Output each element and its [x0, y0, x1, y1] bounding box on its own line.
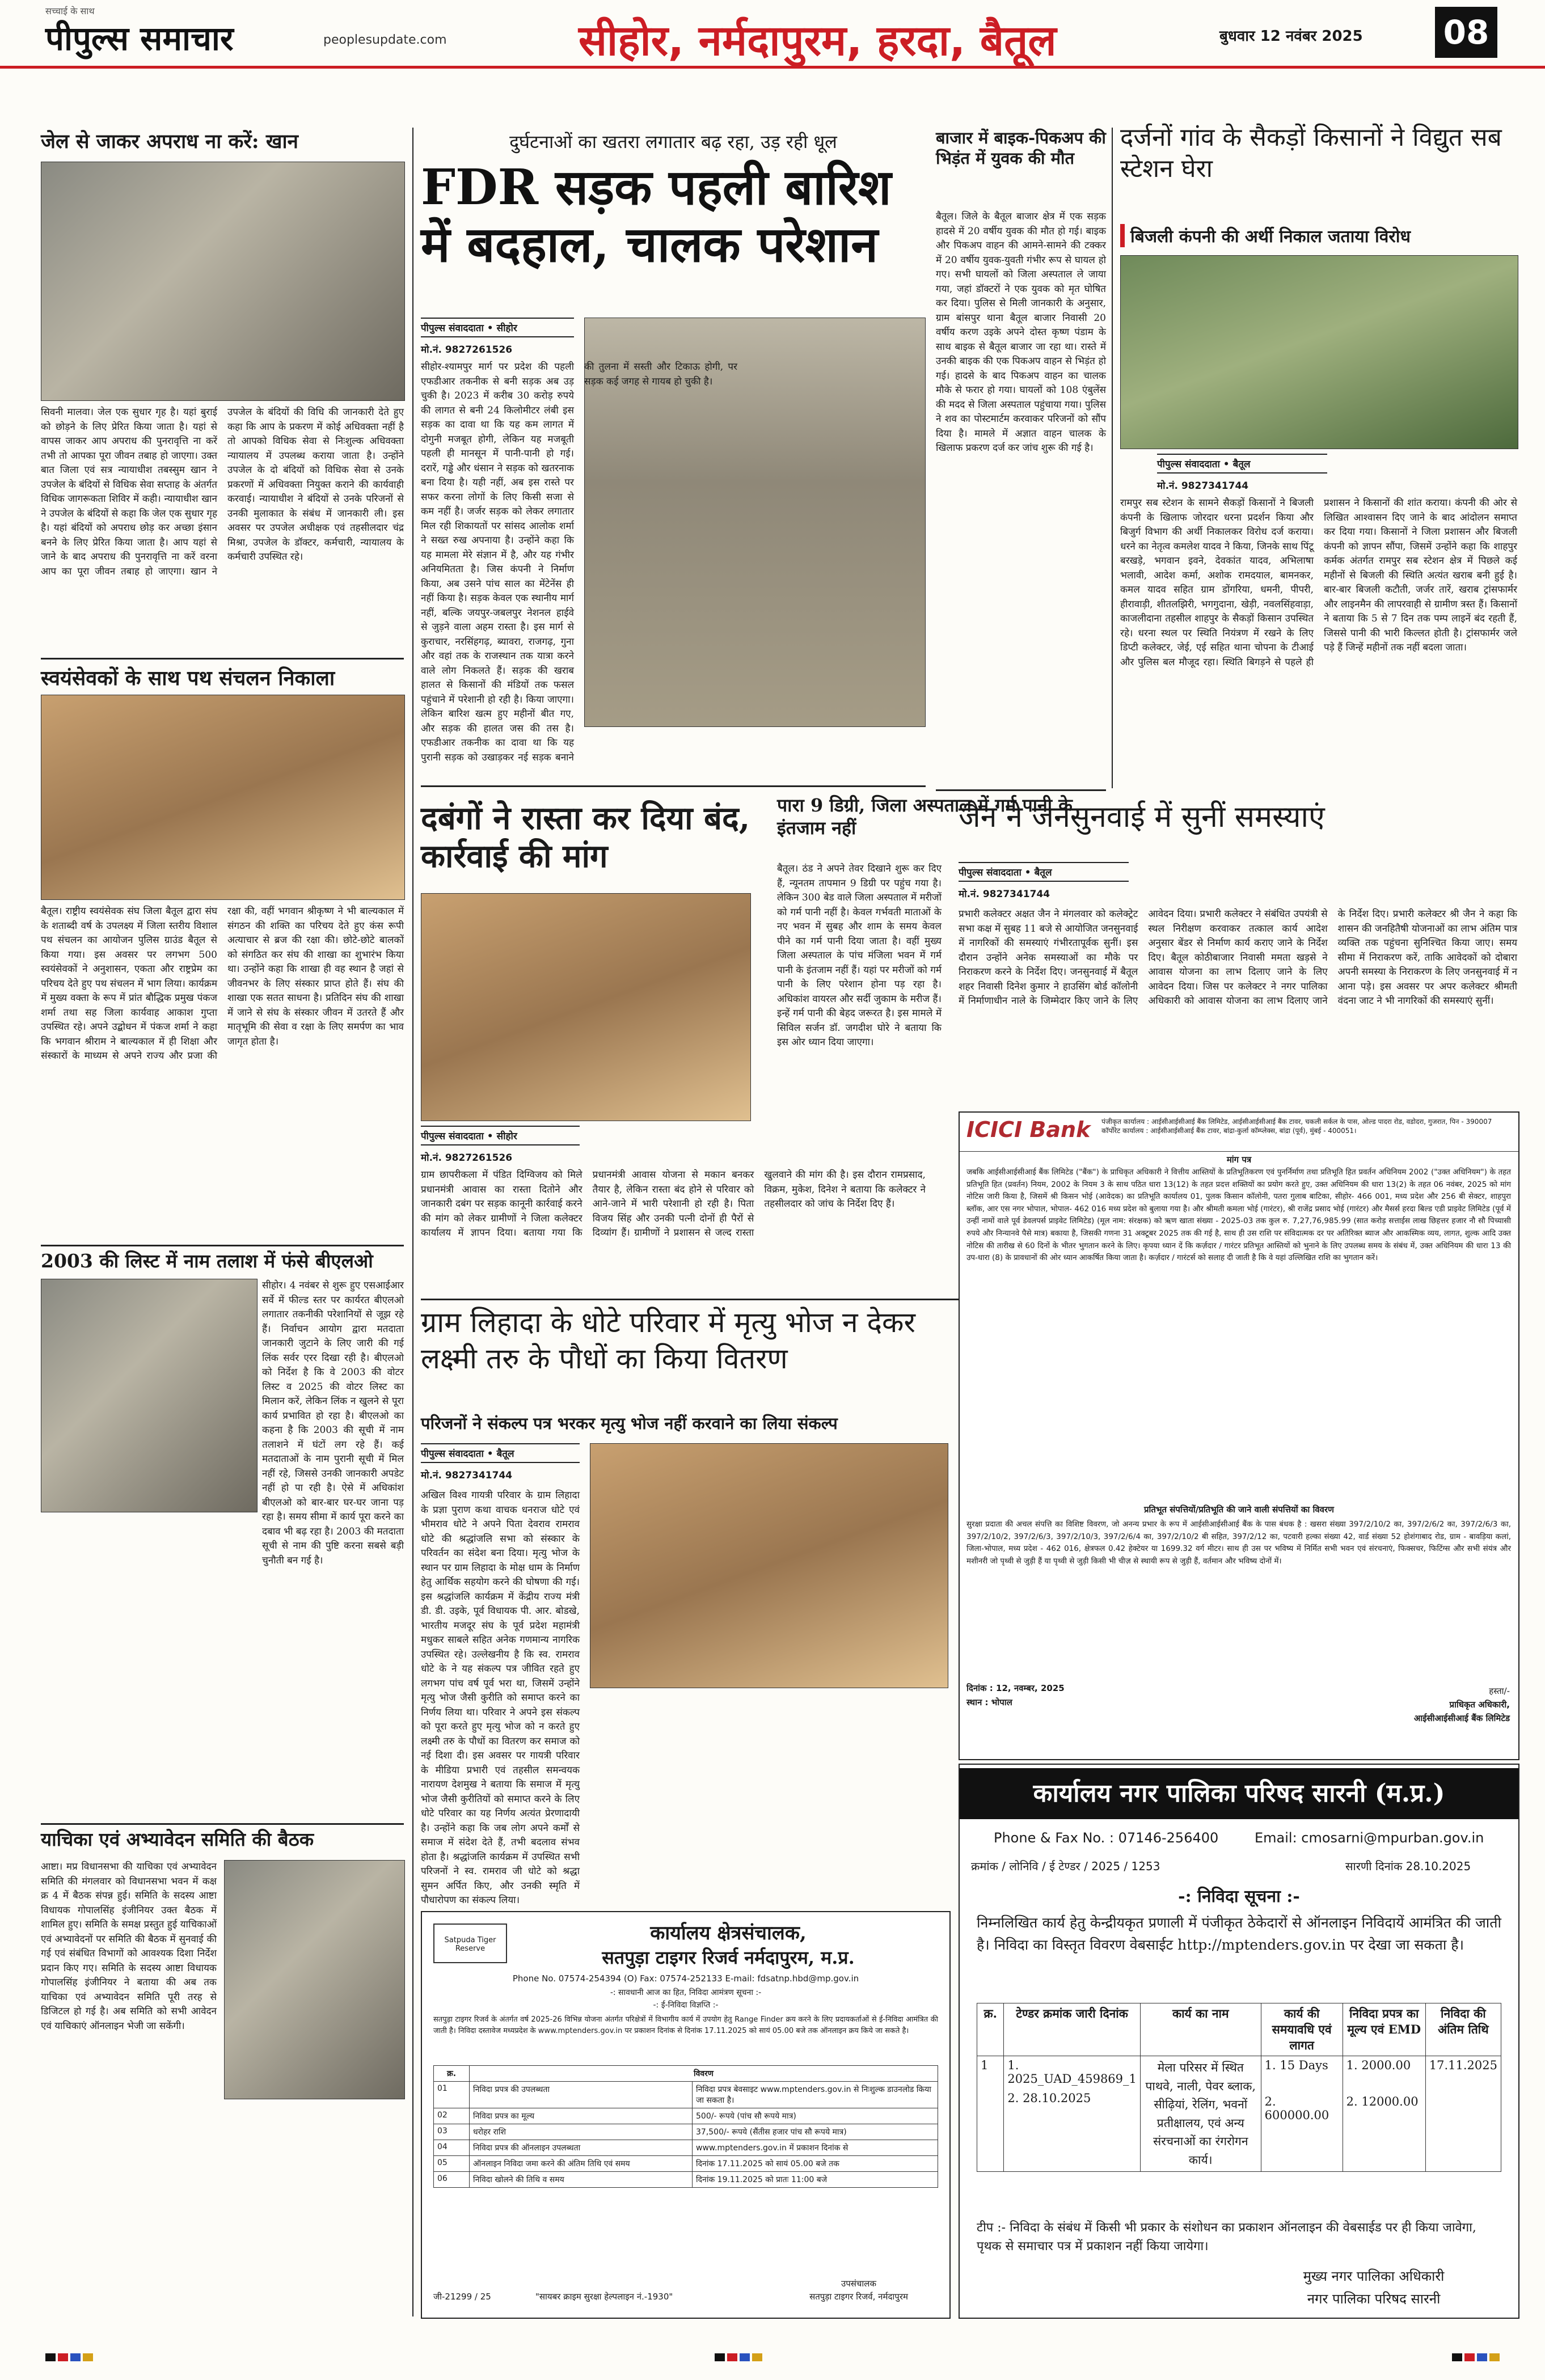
edition-title: सीहोर, नर्मदापुरम, हरदा, बैतूल: [579, 16, 1057, 65]
farmers-byline: पीपुल्स संवाददाता • बैतूल: [1157, 454, 1327, 474]
tender-fee: 1. 2000.00: [1346, 2058, 1411, 2072]
table-cell: 02: [434, 2108, 470, 2124]
table-cell: निविदा प्रपत्र की उपलब्धता: [470, 2082, 693, 2108]
lihada-subhead: परिजनों ने संकल्प पत्र भरकर मृत्यु भोज नहीं करवाने का लिया संकल्प: [421, 1414, 838, 1433]
tender-id: 1. 2025_UAD_459869_1: [1007, 2058, 1137, 2086]
tender-emd: 2. 12000.00: [1346, 2095, 1419, 2108]
bla-photo: [41, 1279, 258, 1512]
satpura-table: [433, 2065, 938, 2188]
table-row: [434, 2140, 938, 2156]
table-cell: 05: [434, 2156, 470, 2172]
satpura-footer-right-title: उपसंचालक: [841, 2278, 876, 2289]
divider: [41, 1823, 404, 1825]
bla-text: सीहोर। 4 नवंबर से शुरू हुए एसआईआर सर्वे में फील्ड स्तर पर कार्यरत बीएलओ लगातार तकनीकी परेशानियों से जूझ रहे हैं। निर्वाचन आयोग द्वारा मतदाता जानकारी जुटाने के लिए जारी की गई लिंक सर्वर एरर दिखा रही है। बीएलओ को निर्देश है कि वे 2003 की वोटर लिस्ट व 2025 की वोटर लिस्ट का मिलान करें, लेकिन लिंक न खुलने से पूरा कार्य प्रभावित हो रहा है। बीएलओ का कहना है कि 2003 की सूची में नाम तलाशने में घंटों लग रहे हैं। कई मतदाताओं के नाम पुरानी सूची में मिल नहीं रहे, जिससे उनकी जानकारी अपडेट नहीं हो पा रही है। ऐसे में अधिकांश बीएलओ को बार-बार घर-घर जाना पड़ रहा है। समय सीमा में कार्य पूरा करने का दबाव भी बढ़ रहा है। 2003 की मतदाता सूची से नाम की पुष्टि करना सबसे बड़ी चुनौती बन गई है।: [262, 1280, 404, 1566]
committee-headline: याचिका एवं अभ्यावेदन समिति की बैठक: [41, 1828, 314, 1850]
table-head-cell: विवरण: [470, 2066, 938, 2082]
sarni-intro: निम्नलिखित कार्य हेतु केन्द्रीयकृत प्रणाली में पंजीकृत ठेकेदारों से ऑनलाइन निविदायें आमंत्रित की जाती है। निविदा का विस्तृत विवरण वेबसाईट http://mptenders.gov.in पर देखा जा सकता है।: [977, 1914, 1501, 1953]
table-row: [977, 2056, 1501, 2172]
icici-address: पंजीकृत कार्यालय : आईसीआईसीआई बैंक लिमिटेड, आईसीआईसीआई बैंक टावर, चकली सर्कल के पास, ओल्ड पादरा रोड, वडोदरा, गुजरात, पिन - 390007 कॉर्पोरेट कार्यालय : आईसीआईसीआई बैंक टावर, बांद्रा-कुर्ला कॉम्प्लेक्स, बांद्रा (पूर्व), मुंबई - 400051।: [1101, 1118, 1492, 1135]
lihada-byline: पीपुल्स संवाददाता • बैतूल: [421, 1443, 580, 1463]
table-cell: निविदा प्रपत्र की ऑनलाइन उपलब्धता: [470, 2140, 693, 2156]
table-cell: [1261, 2056, 1343, 2172]
table-cell: निविदा प्रपत्र बेवसाइट www.mptenders.gov.in से निःशुल्क डाउनलोड किया जा सकता है।: [693, 2082, 938, 2108]
hospital-text: बैतूल। ठंड ने अपने तेवर दिखाने शुरू कर दिए हैं, न्यूनतम तापमान 9 डिग्री पर पहुंच गया है। लेकिन 300 बेड वाले जिला अस्पताल में मरीजों को गर्म पानी नहीं है। केवल गर्भवती माताओं के नए भवन में सुबह और शाम के समय केवल पीने का गर्म पानी दिया जाता है। वहीं मुख्य जिला अस्पताल के पांच मंजिला भवन में गर्म पानी के इंतजाम नहीं हैं। यहां पर मरीजों को गर्म पानी के लिए परेशान होना पड़ रहा है। अधिकांश वायरल और सर्दी जुकाम के मरीज हैं। इन्हें गर्म पानी की बेहद जरूरत है। इस मामले में सिविल सर्जन डॉ. जगदीश घोरे ने बताया कि इस ओर ध्यान दिया जाएगा।: [777, 863, 942, 1048]
table-cell: www.mptenders.gov.in में प्रकाशन दिनांक से: [693, 2140, 938, 2156]
jail-text: सिवनी मालवा। जेल एक सुधार गृह है। यहां बुराई को छोड़ने के लिए प्रेरित किया जाता है। यहां से वापस जाकर आप अपराध की पुनरावृत्ति ना करें तभी तो आपका पूरा जीवन तबाह हो जाएगा। उक्त बात जिला एवं सत्र न्यायाधीश तबस्सुम खान ने उपजेल के बंदियों से विधिक सेवा सप्ताह के अंतर्गत विधिक जागरूकता शिविर में कही। न्यायाधीश खान ने उपजेल के बंदियों से कहा कि जेल एक सुधार गृह है। यहां बंदियों को अपराध छोड़ कर अच्छा इंसान बनने के लिए प्रेरित किया जाता है। आप यहां से जाने के बाद अपराध की पुनरावृत्ति ना करें वरना आप का पूरा जीवन तबाह हो जाएगा। खान ने उपजेल के बंदियों की विधि की जानकारी देते हुए कहा कि आप के प्रकरण में कोई अधिवक्ता नहीं है तो आपको विधिक सेवा से निःशुल्क अधिवक्ता न्यायालय में उपलब्ध कराया जाता है। उन्होंने उपजेल के दो बंदियों को विधिक सेवा से उनके प्रकरणों में अधिवक्ता नियुक्त कराने की कार्यवाही करवाई। न्यायाधीश ने बंदियों से उनके परिजनों से उनकी मुलाकात के संबंध में जानकारी ली। इस अवसर पर उपजेल अधीक्षक एवं तहसीलदार चंद्र मिश्रा, उपजेल के डॉक्टर, कर्मचारी, न्यायालय के कर्मचारी उपस्थित रहे।: [41, 407, 404, 577]
rss-headline: स्वयंसेवकों के साथ पथ संचलन निकाला: [41, 666, 335, 690]
icici-date: दिनांक : 12, नवम्बर, 2025: [966, 1683, 1065, 1693]
satpura-footer-mid: "सायबर क्राइम सुरक्षा हेल्पलाइन नं.-1930": [535, 2292, 673, 2302]
icici-notice-text: जबकि आईसीआईसीआई बैंक लिमिटेड ("बैंक") के प्राधिकृत अधिकारी ने वित्तीय आस्तियों के प्रतिभूतिकरण एवं पुनर्निर्माण तथा प्रतिभूति हित प्रवर्तन अधिनियम 2002 ("उक्त अधिनियम") के तहत प्रतिभूति हित (प्रवर्तन) नियम, 2002 के नियम 3 के साथ पठित धारा 13(12) के तहत प्रदत्त शक्तियों का प्रयोग करते हुए, उक्त अधिनियम की धारा 13(2) के तहत 06 नवंबर, 2025 को मांग नोटिस जारी किया है, जिसमें श्री किसन भोई (आवेदक) का प्रतिभूति कार्यालय 01, पुलक किसान कॉलोनी, पतरा गुलाब बाटिका, सीहोर- 466 001, मध्य प्रदेश और 256 बी सेक्टर, शाहपुरा ब्लॉक, आर एस नगर भोपाल, भोपाल- 462 016 मध्य प्रदेश को बुलाया गया है। और श्रीमती कमला भोई (गारंटर), श्री राजेंद्र प्रसाद भोई (गारंटर) और मैसर्स हरदा बिल्ड एडी प्राइवेट लिमिटेड (पूर्व में उन्हीं नामों वाले पूर्व डेवलपर्स प्राइवेट लिमिटेड) (मूल नाम: संरक्षक) को ऋण खाता संख्या - 2025-03 तक कुल रु. 7,27,76,985.99 (सात करोड़ सत्ताईस लाख छिहत्तर हजार नौ सौ पिच्यासी रुपये और निन्यानवे पैसे मात्र) बकाया है, जिसकी गणना 31 अक्टूबर 2025 तक की गई है, साथ ही उस राशि पर संविदात्मक दर पर अतिरिक्त ब्याज और आकस्मिक व्यय, लागत, शुल्क आदि उक्त नोटिस की तारीख से 60 दिनों के भीतर भुगतान करने के लिए। कृपया ध्यान दें कि कर्ज़दार / गारंटर प्रतिभूत आस्तियों को भुनाने के लिए उपलब्ध समय के संबंध में, उक्त अधिनियम की धारा 13 की उप-धारा (8) के प्रावधानों की ओर ध्यान आकर्षित किया जाता है। कर्ज़दार / गारंटर्स को सलाह दी जाती है कि वे यहां उल्लिखित राशि का भुगतान करें।: [966, 1168, 1511, 1263]
table-head-cell: कार्य की समयावधि एवं लागत: [1261, 2003, 1343, 2056]
table-head-cell: टेण्डर क्रमांक जारी दिनांक: [1004, 2003, 1141, 2056]
table-cell: [1343, 2056, 1425, 2172]
icici-bank: आईसीआईसीआई बैंक लिमिटेड: [1413, 1713, 1510, 1723]
icici-notice: [959, 1111, 1519, 1760]
table-cell: 04: [434, 2140, 470, 2156]
sarni-sign1: मुख्य नगर पालिका अधिकारी: [1303, 2268, 1445, 2284]
column-rule: [412, 128, 413, 2316]
roadblock-headline: दबंगों ने रास्ता कर दिया बंद, कार्रवाई की मांग: [421, 800, 750, 876]
page-number: 08: [1435, 7, 1497, 58]
icici-schedule-text: सुरक्षा प्रदाता की अचल संपत्ति का विशिष्ट विवरण, जो अनन्य प्रभार के रूप में आईसीआईसीआई बैंक के पास बंधक है : खसरा संख्या 397/2/10/2 का, 397/2/6/2 का, 397/2/6/3 का, 397/2/10/2, 397/2/6/3, 397/2/10/3, 397/2/6/4 का, 397/2/10/2 बी सहित, 397/2/12 का, पटवारी हल्का संख्या 42, वार्ड संख्या 52 होशंगाबाद रोड, ग्राम - बावड़िया कलां, जिला-भोपाल, मध्य प्रदेश - 462 016, क्षेत्रफल 0.42 हेक्टेयर या 1699.32 वर्ग मीटर। साथ ही उस पर भविष्य में निर्मित सभी भवन एवं संरचनाएं, फिक्सचर, फिटिंग्स और सभी संयंत्र और मशीनरी जो पृथ्वी से जुड़ी हैं या पृथ्वी से जुड़ी किसी भी चीज़ से स्थायी रूप से जुड़ी हैं, वर्तमान और भविष्य दोनों में।: [966, 1520, 1511, 1566]
icici-schedule-title: प्रतिभूत संपत्तियों/प्रतिभूति की जाने वाली संपत्तियों का विवरण: [1143, 1504, 1335, 1515]
lihada-text: अखिल विश्व गायत्री परिवार के ग्राम लिहादा के प्रज्ञा पुराण कथा वाचक धनराज धोटे एवं भीमराव धोटे ने अपने पिता देवराव रामराव धोटे की श्रद्धांजलि सभा को संस्कार के परिवर्तन का संदेश बना दिया। मृत्यु भोज के स्थान पर ग्राम लिहादा के मोक्ष धाम के निर्माण हेतु आर्थिक सहयोग करने की घोषणा की गई। इस श्रद्धांजलि कार्यक्रम में केंद्रीय राज्य मंत्री डी. डी. उइके, पूर्व विधायक पी. आर. बोडखे, भारतीय मजदूर संघ के पूर्व प्रदेश महामंत्री मधुकर साबले सहित अनेक गणमान्य नागरिक उपस्थित रहे। उल्लेखनीय है कि स्व. रामराव धोटे के ने यह संकल्प पत्र जीवित रहते हुए लगभग पांच वर्ष पूर्व भरा था, जिसमें उन्होंने मृत्यु भोज जैसी कुरीति को समाप्त करने का निर्णय लिया था। परिवार ने अपने इस संकल्प को पूरा करते हुए मृत्यु भोज को न करते हुए लक्ष्मी तरु के पौधों का वितरण कर समाज को नई दिशा दी। इस अवसर पर गायत्री परिवार के मीडिया प्रभारी एवं तहसील समन्वयक नारायण देशमुख ने बताया कि समाज में मृत्यु भोज जैसी कुरीतियों को समाप्त करने के लिए धोटे परिवार का यह निर्णय अत्यंत प्रेरणादायी है। उन्होंने कहा कि जब लोग अपने कर्मों से समाज में संदेश देते हैं, तभी बदलाव संभव होता है। श्रद्धांजलि कार्यक्रम में उपस्थित सभी परिजनों ने स्व. रामराव जी धोटे को श्रद्धा सुमन अर्पित किए, और उनकी स्मृति में पौधारोपण का संकल्प लिया।: [421, 1490, 580, 1906]
lihada-photo: [590, 1443, 948, 1688]
satpura-sub2: -: ई-निविदा विज्ञप्ति :-: [653, 2001, 719, 2010]
table-cell: दिनांक 19.11.2025 को प्रातः 11:00 बजे: [693, 2172, 938, 2188]
table-head-cell: क्र.: [977, 2003, 1004, 2056]
fdr-byline: पीपुल्स संवाददाता • सीहोर: [421, 318, 574, 337]
sarni-notice-title: -: निविदा सूचना :-: [1178, 1887, 1300, 1906]
satpura-ad: [421, 1911, 951, 2319]
accident-text: बैतूल। जिले के बैतूल बाजार क्षेत्र में एक सड़क हादसे में 20 वर्षीय युवक की मौत हो गई। बाइक और पिकअप वाहन की आमने-सामने की टक्कर में 20 वर्षीय युवक-युवती गंभीर रूप से घायल हो गए। सभी घायलों को जिला अस्पताल ले जाया गया, जहां डॉक्टरों ने एक युवक को मृत घोषित कर दिया। पुलिस से मिली जानकारी के अनुसार, ग्राम बांसपुर थाना बैतूल बाजार निवासी 20 वर्षीय करण उइके अपने दोस्त कृष्ण पंडाम के साथ बाइक से बैतूल बाजार जा रहा था। रास्ते में उनकी बाइक की एक पिकअप वाहन से भिड़ंत हो गई। हादसे के बाद पिकअप वाहन का चालक मौके से फरार हो गया। घायलों को 108 एंबुलेंस की मदद से जिला अस्पताल पहुंचाया गया। पुलिस ने शव का पोस्टमार्टम करवाकर परिजनों को सौंप दिया है। मामले में अज्ञात वाहन चालक के खिलाफ प्रकरण दर्ज कर जांच शुरू की गई है।: [936, 211, 1106, 454]
table-cell: मेला परिसर में स्थित पाथवे, नाली, पेवर ब्लाक, सीढ़ियां, रेलिंग, भवनों प्रतीक्षालय, एवं अन्य संरचनाओं का रंगरोगन कार्य।: [1140, 2056, 1261, 2172]
table-cell: 01: [434, 2082, 470, 2108]
sarni-ad: [959, 1764, 1519, 2319]
column-rule: [1112, 128, 1113, 788]
jain-byline: पीपुल्स संवाददाता • बैतूल: [959, 862, 1129, 882]
farmers-text: रामपुर सब स्टेशन के सामने सैकड़ों किसानों ने बिजली कंपनी के खिलाफ जोरदार धरना प्रदर्शन किया और बिजुर्ग विभाग की अर्थी निकालकर विरोध दर्ज कराया। धरने का नेतृत्व कमलेश यादव ने किया, जिनके साथ पिंटू बरखड़े, भगवान इवने, देवकांत यादव, अभिलाषा भलावी, आदेश कर्मा, अशोक रामदयाल, बामनकर, कमल यादव सहित ग्राम डोंगरिया, धमनी, पीपरी, हीरावाड़ी, शीतलझिरी, भगगुदाना, खेड़ी, नवलसिंहवाड़ा, काजलीदाना तहसील शाहपुर के सैकड़ों किसान उपस्थित रहे। धरना स्थल पर स्थिति नियंत्रण में रखने के लिए डिप्टी कलेक्टर, जेई, एई सहित थाना चोपना के टीआई और पुलिस बल मौजूद रहा। स्थिति बिगड़ने से पहले ही प्रशासन ने किसानों की शांत कराया। कंपनी की ओर से लिखित आश्वासन दिए जाने के बाद आंदोलन समाप्त कर दिया गया। किसानों ने जिला प्रशासन और बिजली कंपनी को ज्ञापन सौंपा, जिसमें उन्होंने कहा कि शाहपुर कर्मक अंतर्गत रामपुर सब स्टेशन क्षेत्र में पिछले कई महीनों से बिजली की स्थिति अत्यंत खराब बनी हुई है। बार-बार बिजली कटौती, जर्जर तारें, खराब ट्रांसफार्मर और लाइनमैन की लापरवाही से ग्रामीण त्रस्त हैं। किसानों ने बताया कि 5 से 7 दिन तक पम्प लाइनें बंद रहती हैं, जिससे पानी की भारी किल्लत होती है। ट्रांसफार्मर जले पड़े हैं जिन्हें महीनों तक नहीं बदला जाता।: [1120, 497, 1517, 668]
table-cell: 17.11.2025: [1425, 2056, 1501, 2172]
accident-headline: बाजार में बाइक-पिकअप की भिड़ंत में युवक की मौत: [936, 128, 1106, 168]
fdr-mobile: मो.नं. 9827261526: [421, 344, 513, 356]
table-row: [434, 2108, 938, 2124]
fdr-kicker: दुर्घटनाओं का खतरा लगातार बढ़ रहा, उड़ रही धूल: [509, 131, 837, 153]
tender-date: 2. 28.10.2025: [1007, 2091, 1091, 2105]
satpura-sub1: -: सावधानी आज का हित, निविदा आमंत्रण सूचना :-: [610, 1988, 762, 1997]
lihada-text-bottom: [590, 1693, 947, 1903]
table-cell: 06: [434, 2172, 470, 2188]
roadblock-byline: पीपुल्स संवाददाता • सीहोर: [421, 1126, 580, 1145]
masthead-tagline: सच्चाई के साथ: [45, 6, 95, 16]
sarni-email: Email: cmosarni@mpurban.gov.in: [1255, 1830, 1484, 1846]
farmers-photo: [1120, 255, 1518, 449]
sarni-table: [977, 2003, 1501, 2172]
fdr-headline: FDR सड़क पहली बारिश में बदहाल, चालक परेशान: [421, 159, 892, 274]
farmers-subhead: बिजली कंपनी की अर्थी निकाल जताया विरोध: [1120, 224, 1527, 247]
table-head-cell: निविदा की अंतिम तिथि: [1425, 2003, 1501, 2056]
rss-photo: [41, 695, 405, 900]
table-row: [434, 2172, 938, 2188]
roadblock-text: ग्राम छापरीकला में पंडित दिग्विजय को मिले प्रधानमंत्री आवास का रास्ता दितोने और जानकारी दबंग पर सड़क कानूनी कार्रवाई करने की मांग को लेकर ग्रामीणों ने जिला कलेक्टर कार्यालय में ज्ञापन दिया। बताया गया कि प्रधानमंत्री आवास योजना से मकान बनकर तैयार है, लेकिन रास्ता बंद होने से परिवार को आने-जाने में भारी परेशानी हो रही है। पिता विजय सिंह और उनकी पत्नी दोनों ही पैरों से दिव्यांग हैं। ग्रामीणों ने प्रशासन से जल्द रास्ता खुलवाने की मांग की है। इस दौरान रामप्रसाद, विक्रम, मुकेश, दिनेश ने बताया कि कलेक्टर ने तहसीलदार को जांच के निर्देश दिए हैं।: [421, 1169, 926, 1238]
rss-text: बैतूल। राष्ट्रीय स्वयंसेवक संघ जिला बैतूल द्वारा संघ के शताब्दी वर्ष के उपलक्ष्य में जिला स्तरीय विशाल पथ संचलन का आयोजन पुलिस ग्राउंड बैतूल से किया गया। इस अवसर पर लगभग 500 स्वयंसेवकों ने अनुशासन, एकता और राष्ट्रप्रेम का परिचय देते हुए पथ संचलन में भाग लिया। कार्यक्रम में मुख्य वक्ता के रूप में प्रांत बौद्धिक प्रमुख पंकज शर्मा तथा सह जिला कार्यवाह आकाश गुप्ता उपस्थित रहे। अपने उद्बोधन में पंकज शर्मा ने कहा कि भगवान श्रीराम ने बाल्यकाल में ही शिक्षा और संस्कारों के माध्यम से अपने राज्य और प्रजा की रक्षा की, वहीं भगवान श्रीकृष्ण ने भी बाल्यकाल में संगठन की शक्ति का परिचय देते हुए कंस रूपी अत्याचार से ब्रज की रक्षा की। छोटे-छोटे बालकों को संगठित कर संघ की शाखा का शुभारंभ किया था। उन्होंने कहा कि शाखा ही वह स्थान है जहां से जीवनभर के लिए संस्कार प्राप्त होते हैं। संघ की शाखा एक सतत साधना है। प्रतिदिन संघ की शाखा में जाने से संघ के संस्कार जीवन में उतरते हैं और मातृभूमि की सेवा व रक्षा के लिए समर्पण का भाव जागृत होता है।: [41, 906, 404, 1062]
sarni-sign2: नगर पालिका परिषद सारनी: [1307, 2291, 1441, 2307]
divider: [41, 658, 404, 660]
jail-photo: [41, 162, 405, 401]
committee-photo: [224, 1860, 405, 2099]
satpura-footer-left: जी-21299 / 25: [433, 2292, 491, 2302]
table-cell: धरोहर राशि: [470, 2124, 693, 2140]
sarni-date: सारणी दिनांक 28.10.2025: [1345, 1859, 1471, 1873]
icici-officer: प्राधिकृत अधिकारी,: [1449, 1700, 1510, 1710]
jain-headline: जैन ने जनसुनवाई में सुनीं समस्याएं: [959, 800, 1325, 834]
sarni-ref: क्रमांक / लोनिवि / ई टेण्डर / 2025 / 1253: [971, 1859, 1160, 1873]
table-cell: 03: [434, 2124, 470, 2140]
table-head-cell: क्र.: [434, 2066, 470, 2082]
committee-text: आष्टा। मप्र विधानसभा की याचिका एवं अभ्यावेदन समिति की मंगलवार को विधानसभा भवन में कक्ष क्र 4 में बैठक संपन्न हुई। समिति के सदस्य आष्टा विधायक गोपालसिंह इंजीनियर उक्त बैठक में शामिल हुए। समिति के समक्ष प्रस्तुत हुई याचिकाओं एवं अभ्यावेदनों पर समिति की बैठक में सुनवाई की गई एवं संबंधित विभागों को आवश्यक दिशा निर्देश प्रदान किए गए। समिति के सदस्य आष्टा विधायक गोपालसिंह इंजीनियर ने बताया की अब तक याचिका एवं अभ्यावेदन समिति पूरी तरह से डिजिटल हो गई है। अब समिति को सभी आवेदन एवं याचिकाएं ऑनलाइन भेजी जा सकेंगी।: [41, 1861, 217, 2032]
bla-headline: 2003 की लिस्ट में नाम तलाश में फंसे बीएलओ: [41, 1250, 373, 1272]
footer-color-bar: [45, 2353, 1500, 2361]
table-cell: 1: [977, 2056, 1004, 2172]
satpura-footer-right: सतपुड़ा टाइगर रिजर्व, नर्मदापुरम: [809, 2292, 908, 2302]
roadblock-photo: [421, 893, 751, 1121]
jain-mobile: मो.नं. 9827341744: [959, 889, 1050, 900]
lihada-mobile: मो.नं. 9827341744: [421, 1470, 513, 1481]
satpura-name: सतपुड़ा टाइगर रिजर्व नर्मदापुरम, म.प्र.: [602, 1947, 855, 1968]
jain-text: प्रभारी कलेक्टर अक्षत जैन ने मंगलवार को कलेक्ट्रेट सभा कक्ष में सुबह 11 बजे से आयोजित जनसुनवाई में नागरिकों की समस्याएं गंभीरतापूर्वक सुनीं। इस दौरान उन्होंने अनेक समस्याओं का मौके पर निराकरण करने के निर्देश दिए। जनसुनवाई में बैतूल शहर निवासी दिनेश कुमार ने हाउसिंग बोर्ड कॉलोनी में निर्माणाधीन नाले के जिम्मेदार किए जाने के लिए आवेदन दिया। प्रभारी कलेक्टर ने संबंधित उपयंत्री से स्थल निरीक्षण करवाकर तत्काल कार्य आदेश अनुसार बेंडर से निर्माण कार्य कराए जाने के निर्देश दिए। बैतूल कोठीबाजार निवासी ममता खड़से ने आवास योजना का लाभ दिलाए जाने के लिए आवेदन दिया। जिस पर कलेक्टर ने नगर पालिका अधिकारी को आवास योजना का लाभ दिलाए जाने के निर्देश दिए। प्रभारी कलेक्टर श्री जैन ने कहा कि शासन की जनहितैषी योजनाओं का लाभ अंतिम पात्र व्यक्ति तक पहुंचना सुनिश्चित किया जाए। समय सीमा में निराकरण करें, ताकि आवेदकों को दोबारा अपनी समस्या के निराकरण के लिए जनसुनवाई में न आना पड़े। इस अवसर पर अपर कलेक्टर श्रीमती वंदना जाट ने भी नागरिकों की समस्याएं सुनीं।: [959, 908, 1517, 1007]
farmers-mobile: मो.नं. 9827341744: [1157, 480, 1249, 492]
sarni-note: टीप :- निविदा के संबंध में किसी भी प्रकार के संशोधन का प्रकाशन ऑनलाइन की वेबसाईड पर ही किया जावेगा, पृथक से समाचार पत्र में प्रकाशन नहीं किया जायेगा।: [977, 2221, 1476, 2254]
divider: [936, 789, 1106, 791]
jail-headline: जेल से जाकर अपराध ना करें: खान: [41, 130, 298, 153]
masthead: [0, 0, 1545, 69]
hospital-headline: पारा 9 डिग्री, जिला अस्पताल में गर्म पानी के इंतजाम नहीं: [777, 794, 1073, 839]
work-duration: 1. 15 Days: [1264, 2058, 1328, 2072]
sarni-phone: Phone & Fax No. : 07146-256400: [994, 1830, 1219, 1846]
lihada-headline: ग्राम लिहादा के धोटे परिवार में मृत्यु भोज न देकर लक्ष्मी तरु के पौधों का किया वितरण: [421, 1306, 915, 1375]
table-cell: ऑनलाइन निविदा जमा करने की अंतिम तिथि एवं समय: [470, 2156, 693, 2172]
divider: [41, 1245, 404, 1246]
issue-date: बुधवार 12 नवंबर 2025: [1219, 28, 1363, 45]
sarni-title: कार्यालय नगर पालिका परिषद सारनी (म.प्र.): [960, 1768, 1518, 1819]
table-row: [434, 2082, 938, 2108]
fdr-text: सीहोर-श्यामपुर मार्ग पर प्रदेश की पहली एफडीआर तकनीक से बनी सड़क अब उड़ चुकी है। 2023 में करीब 30 करोड़ रुपये की लागत से बनी 24 किलोमीटर लंबी इस सड़क का दावा था कि यह कम लागत में दोगुनी मजबूत होगी, लेकिन यह मजबूती पहली ही मानसून में पानी-पानी हो गई। दरारें, गड्ढे और धंसान ने सड़क को खतरनाक बना दिया है। यही नहीं, अब इस रास्ते पर सफर करना लोगों के लिए किसी सजा से कम नहीं है। जर्जर सड़क को लेकर लगातार मिल रही शिकायतों पर सांसद आलोक शर्मा ने सख्त रुख अपनाया है। उन्होंने कहा कि यह मामला मेरे संज्ञान में है, और यह गंभीर अनियमितता है। जिस कंपनी ने निर्माण किया, अब उसने पांच साल का मेंटेनेंस ही नहीं किया है। सड़क केवल एक स्थानीय मार्ग नहीं, बल्कि जयपुर-जबलपुर नेशनल हाईवे से जुड़ने वाला अहम रास्ता है। इस मार्ग से कुराचार, नरसिंहगढ़, ब्यावरा, राजगढ़, गुना और वहां तक के राजस्थान तक यात्रा करने वाले लोग निकलते हैं। सड़क की खराब हालत से किसानों की मंडियों तक फसल पहुंचाने में परेशानी हो रही है। किया जाएगा। लेकिन बारिश खत्म हुए महीनों बीत गए, और सड़क की हालत जस की तस है। एफडीआर तकनीक का दावा था कि यह पुरानी सड़क को उखाड़कर नई सड़क बनाने: [421, 361, 574, 763]
divider: [421, 785, 926, 787]
farmers-headline: दर्जनों गांव के सैकड़ों किसानों ने विद्युत सब स्टेशन घेरा: [1120, 123, 1502, 183]
roadblock-mobile: मो.नं. 9827261526: [421, 1152, 513, 1164]
bla-text-more: [41, 1517, 256, 1820]
table-cell: निविदा खोलने की तिथि व समय: [470, 2172, 693, 2188]
table-cell: 500/- रूपये (पांच सौ रूपये मात्र): [693, 2108, 938, 2124]
masthead-website: peoplesupdate.com: [323, 33, 447, 47]
work-cost: 2. 600000.00: [1264, 2095, 1329, 2122]
table-head-cell: निविदा प्रपत्र का मूल्य एवं EMD: [1343, 2003, 1425, 2056]
masthead-logo: पीपुल्स समाचार: [45, 19, 234, 58]
icici-signed: हस्ता/-: [1489, 1686, 1510, 1696]
table-row: [434, 2156, 938, 2172]
table-row: [434, 2124, 938, 2140]
table-cell: दिनांक 17.11.2025 को सायं 05.00 बजे तक: [693, 2156, 938, 2172]
satpura-logo: Satpuda Tiger Reserve: [433, 1924, 507, 1963]
table-head-cell: कार्य का नाम: [1140, 2003, 1261, 2056]
table-cell: [1004, 2056, 1141, 2172]
icici-place: स्थान : भोपाल: [966, 1697, 1012, 1707]
satpura-office: कार्यालय क्षेत्रसंचालक,: [650, 1922, 807, 1944]
icici-notice-title: मांग पत्र: [960, 1151, 1518, 1165]
satpura-intro: सतपुड़ा टाइगर रिजर्व के अंतर्गत वर्ष 2025-26 विभिन्न योजना अंतर्गत परिक्षेत्रों में विभागीय कार्य में उपयोग हेतु Range Finder क्रय करने के लिए प्रदायकर्ताओं से ई-निविदा आमंत्रित की जाती है। निविदा दस्तावेज मध्यप्रदेश के www.mptenders.gov.in पर प्रकाशन दिनांक से दिनांक 17.11.2025 को सायं 05.00 बजे तक ऑनलाइन क्रय किये जा सकते है।: [433, 2015, 938, 2035]
icici-logo: ICICI Bank: [966, 1117, 1091, 1142]
satpura-contact: Phone No. 07574-254394 (O) Fax: 07574-252133 E-mail: fdsatnp.hbd@mp.gov.in: [512, 1973, 859, 1984]
fdr-text-bottom: [584, 732, 925, 777]
table-cell: 37,500/- रूपये (सैंतीस हजार पांच सौ रूपये मात्र): [693, 2124, 938, 2140]
table-cell: निविदा प्रपत्र का मूल्य: [470, 2108, 693, 2124]
